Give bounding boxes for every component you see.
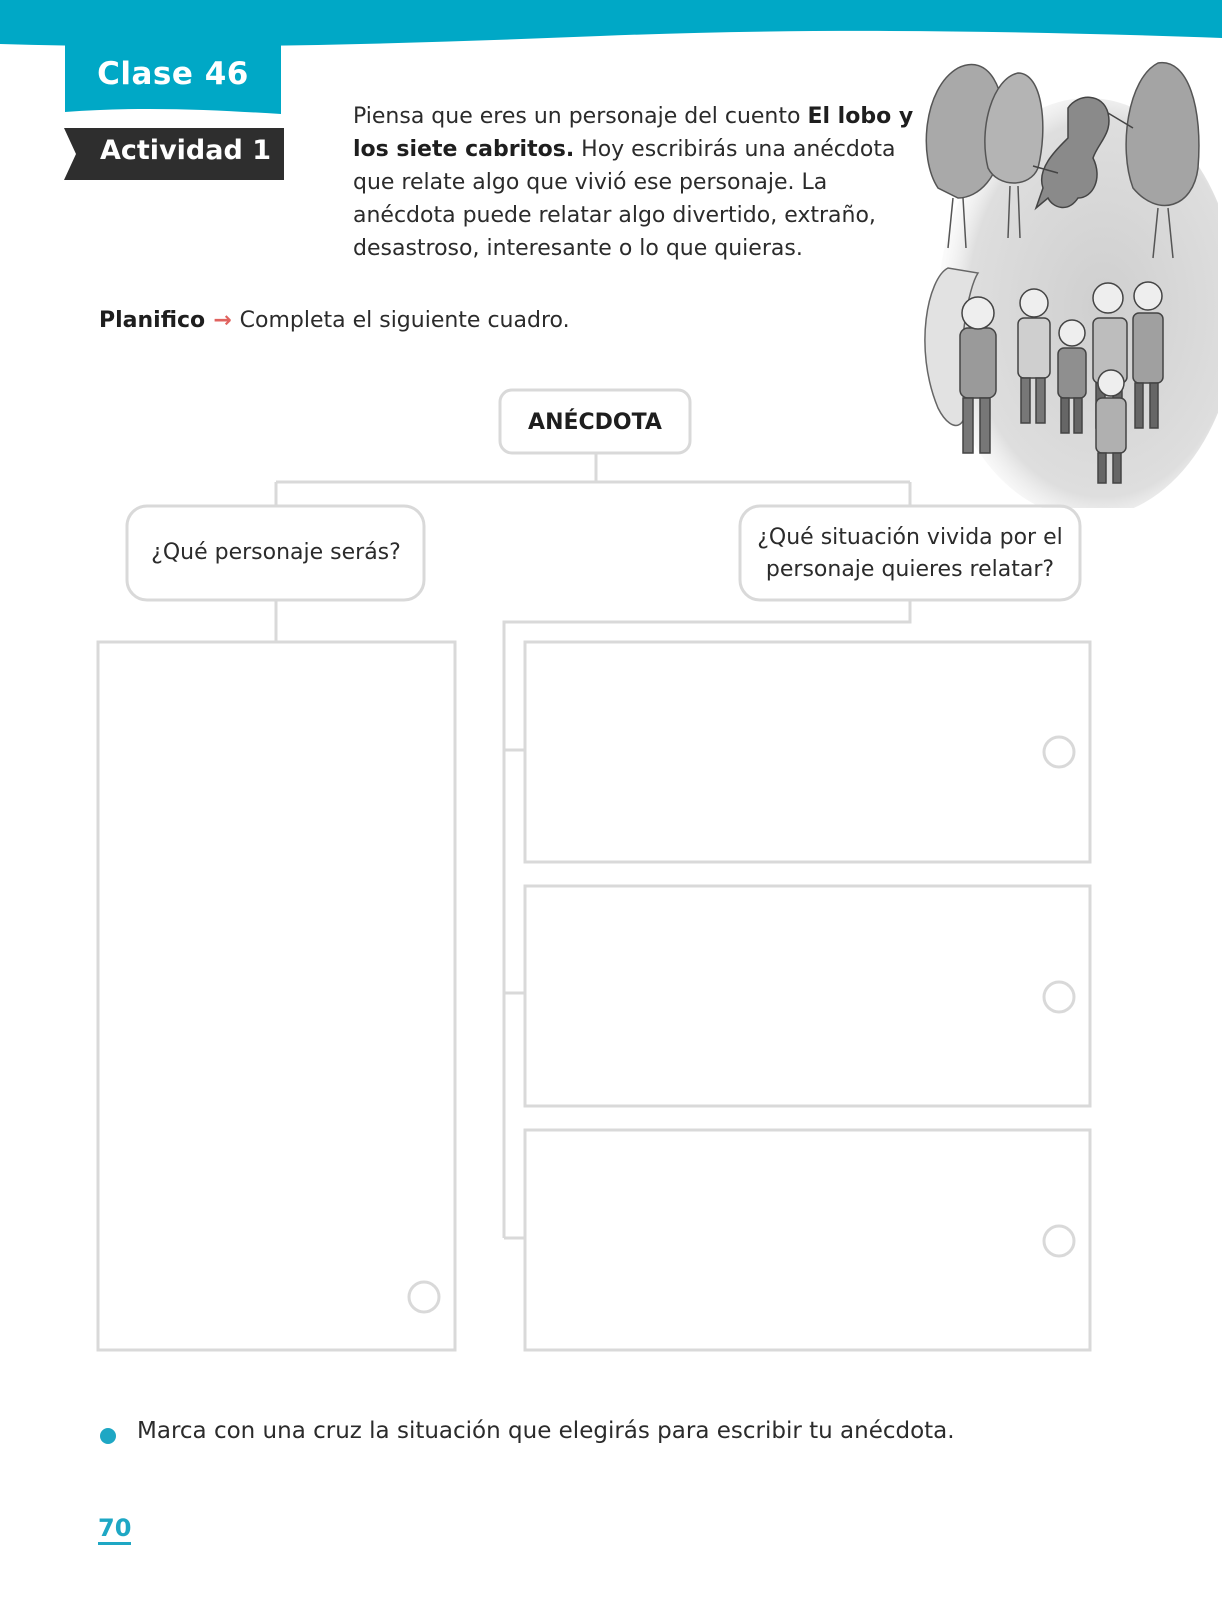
character-answer-area[interactable] (100, 644, 453, 1348)
story-title: El lobo y los siete cabritos. (353, 104, 914, 162)
page-number: 70 (98, 1515, 131, 1545)
clase-label: Clase 46 (97, 56, 249, 92)
root-connector (276, 452, 910, 506)
left-question-label: ¿Qué personaje serás? (151, 540, 401, 565)
planifico-label: Planifico (99, 308, 206, 333)
situation-answer-area-2[interactable] (527, 888, 1088, 1104)
bullet-icon (100, 1428, 116, 1444)
situation-answer-area-3[interactable] (527, 1132, 1088, 1348)
planifico-text: Completa el siguiente cuadro. (239, 308, 570, 333)
instruction-text: Marca con una cruz la situación que elegirás para escribir tu anécdota. (137, 1418, 955, 1444)
intro-text-2: Hoy escribirás una anécdota que relate algo que vivió ese personaje. La anécdota puede relatar algo divertido, extraño, desastroso, interesante o lo que quieras. (353, 137, 896, 261)
intro-text-1: Piensa que eres un personaje del cuento (353, 104, 808, 129)
situation-answer-area-1[interactable] (527, 644, 1088, 860)
actividad-label: Actividad 1 (100, 135, 271, 166)
right-question-label: ¿Qué situación vivida por el personaje quieres relatar? (757, 525, 1063, 582)
arrow-right-icon: → (213, 308, 232, 333)
root-label: ANÉCDOTA (528, 410, 662, 435)
